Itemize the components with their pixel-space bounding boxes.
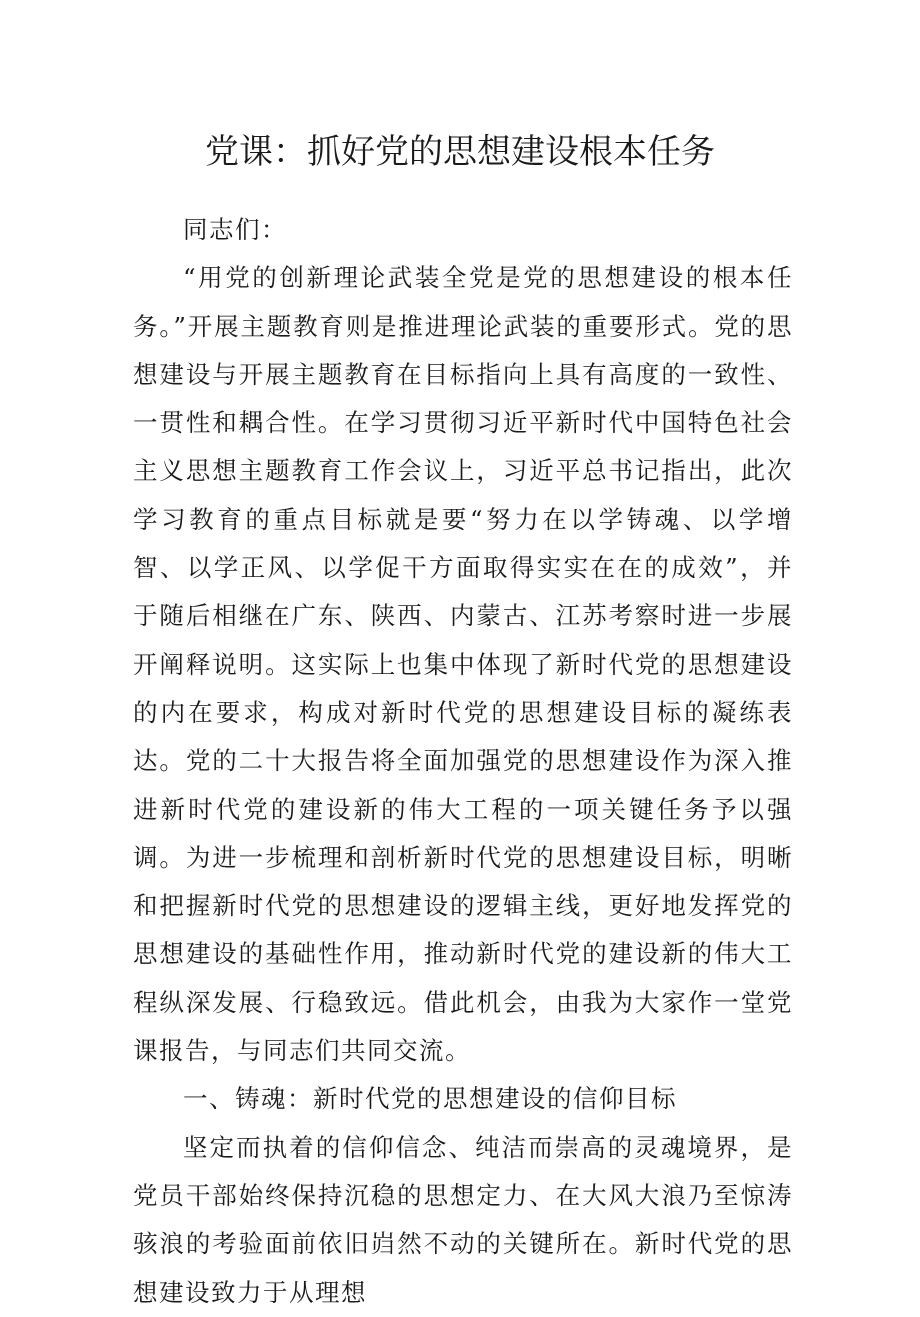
intro-paragraph: “用党的创新理论武装全党是党的思想建设的根本任务。”开展主题教育则是推进理论武装的重要形式。党的思想建设与开展主题教育在目标指向上具有高度的一致性、一贯性和耦合性。在学习贯彻习近平新时代中国特色社会主义思想主题教育工作会议上，习近平总书记指出，此次学习教育的重点目标就是要“努力在以学铸魂、以学增智、以学正风、以学促干方面取得实实在在的成效”，并于随后相继在广东、陕西、内蒙古、江苏考察时进一步展开阐释说明。这实际上也集中体现了新时代党的思想建设的内在要求，构成对新时代党的思想建设目标的凝练表达。党的二十大报告将全面加强党的思想建设作为深入推进新时代党的建设新的伟大工程的一项关键任务予以强调。为进一步梳理和剖析新时代党的思想建设目标，明晰和把握新时代党的思想建设的逻辑主线，更好地发挥党的思想建设的基础性作用，推动新时代党的建设新的伟大工程纵深发展、行稳致远。借此机会，由我为大家作一堂党课报告，与同志们共同交流。 (133, 263, 793, 1066)
document-title: 党课：抓好党的思想建设根本任务 (205, 132, 715, 172)
section-heading: 一、铸魂：新时代党的思想建设的信仰目标 (183, 1084, 677, 1114)
section-paragraph: 坚定而执着的信仰信念、纯洁而崇高的灵魂境界，是党员干部始终保持沉稳的思想定力、在大风大浪乃至惊涛骇浪的考验面前依旧岿然不动的关键所在。新时代党的思想建设致力于从理想 (133, 1132, 793, 1307)
salutation: 同志们： (183, 215, 287, 244)
document-body (133, 206, 793, 1317)
